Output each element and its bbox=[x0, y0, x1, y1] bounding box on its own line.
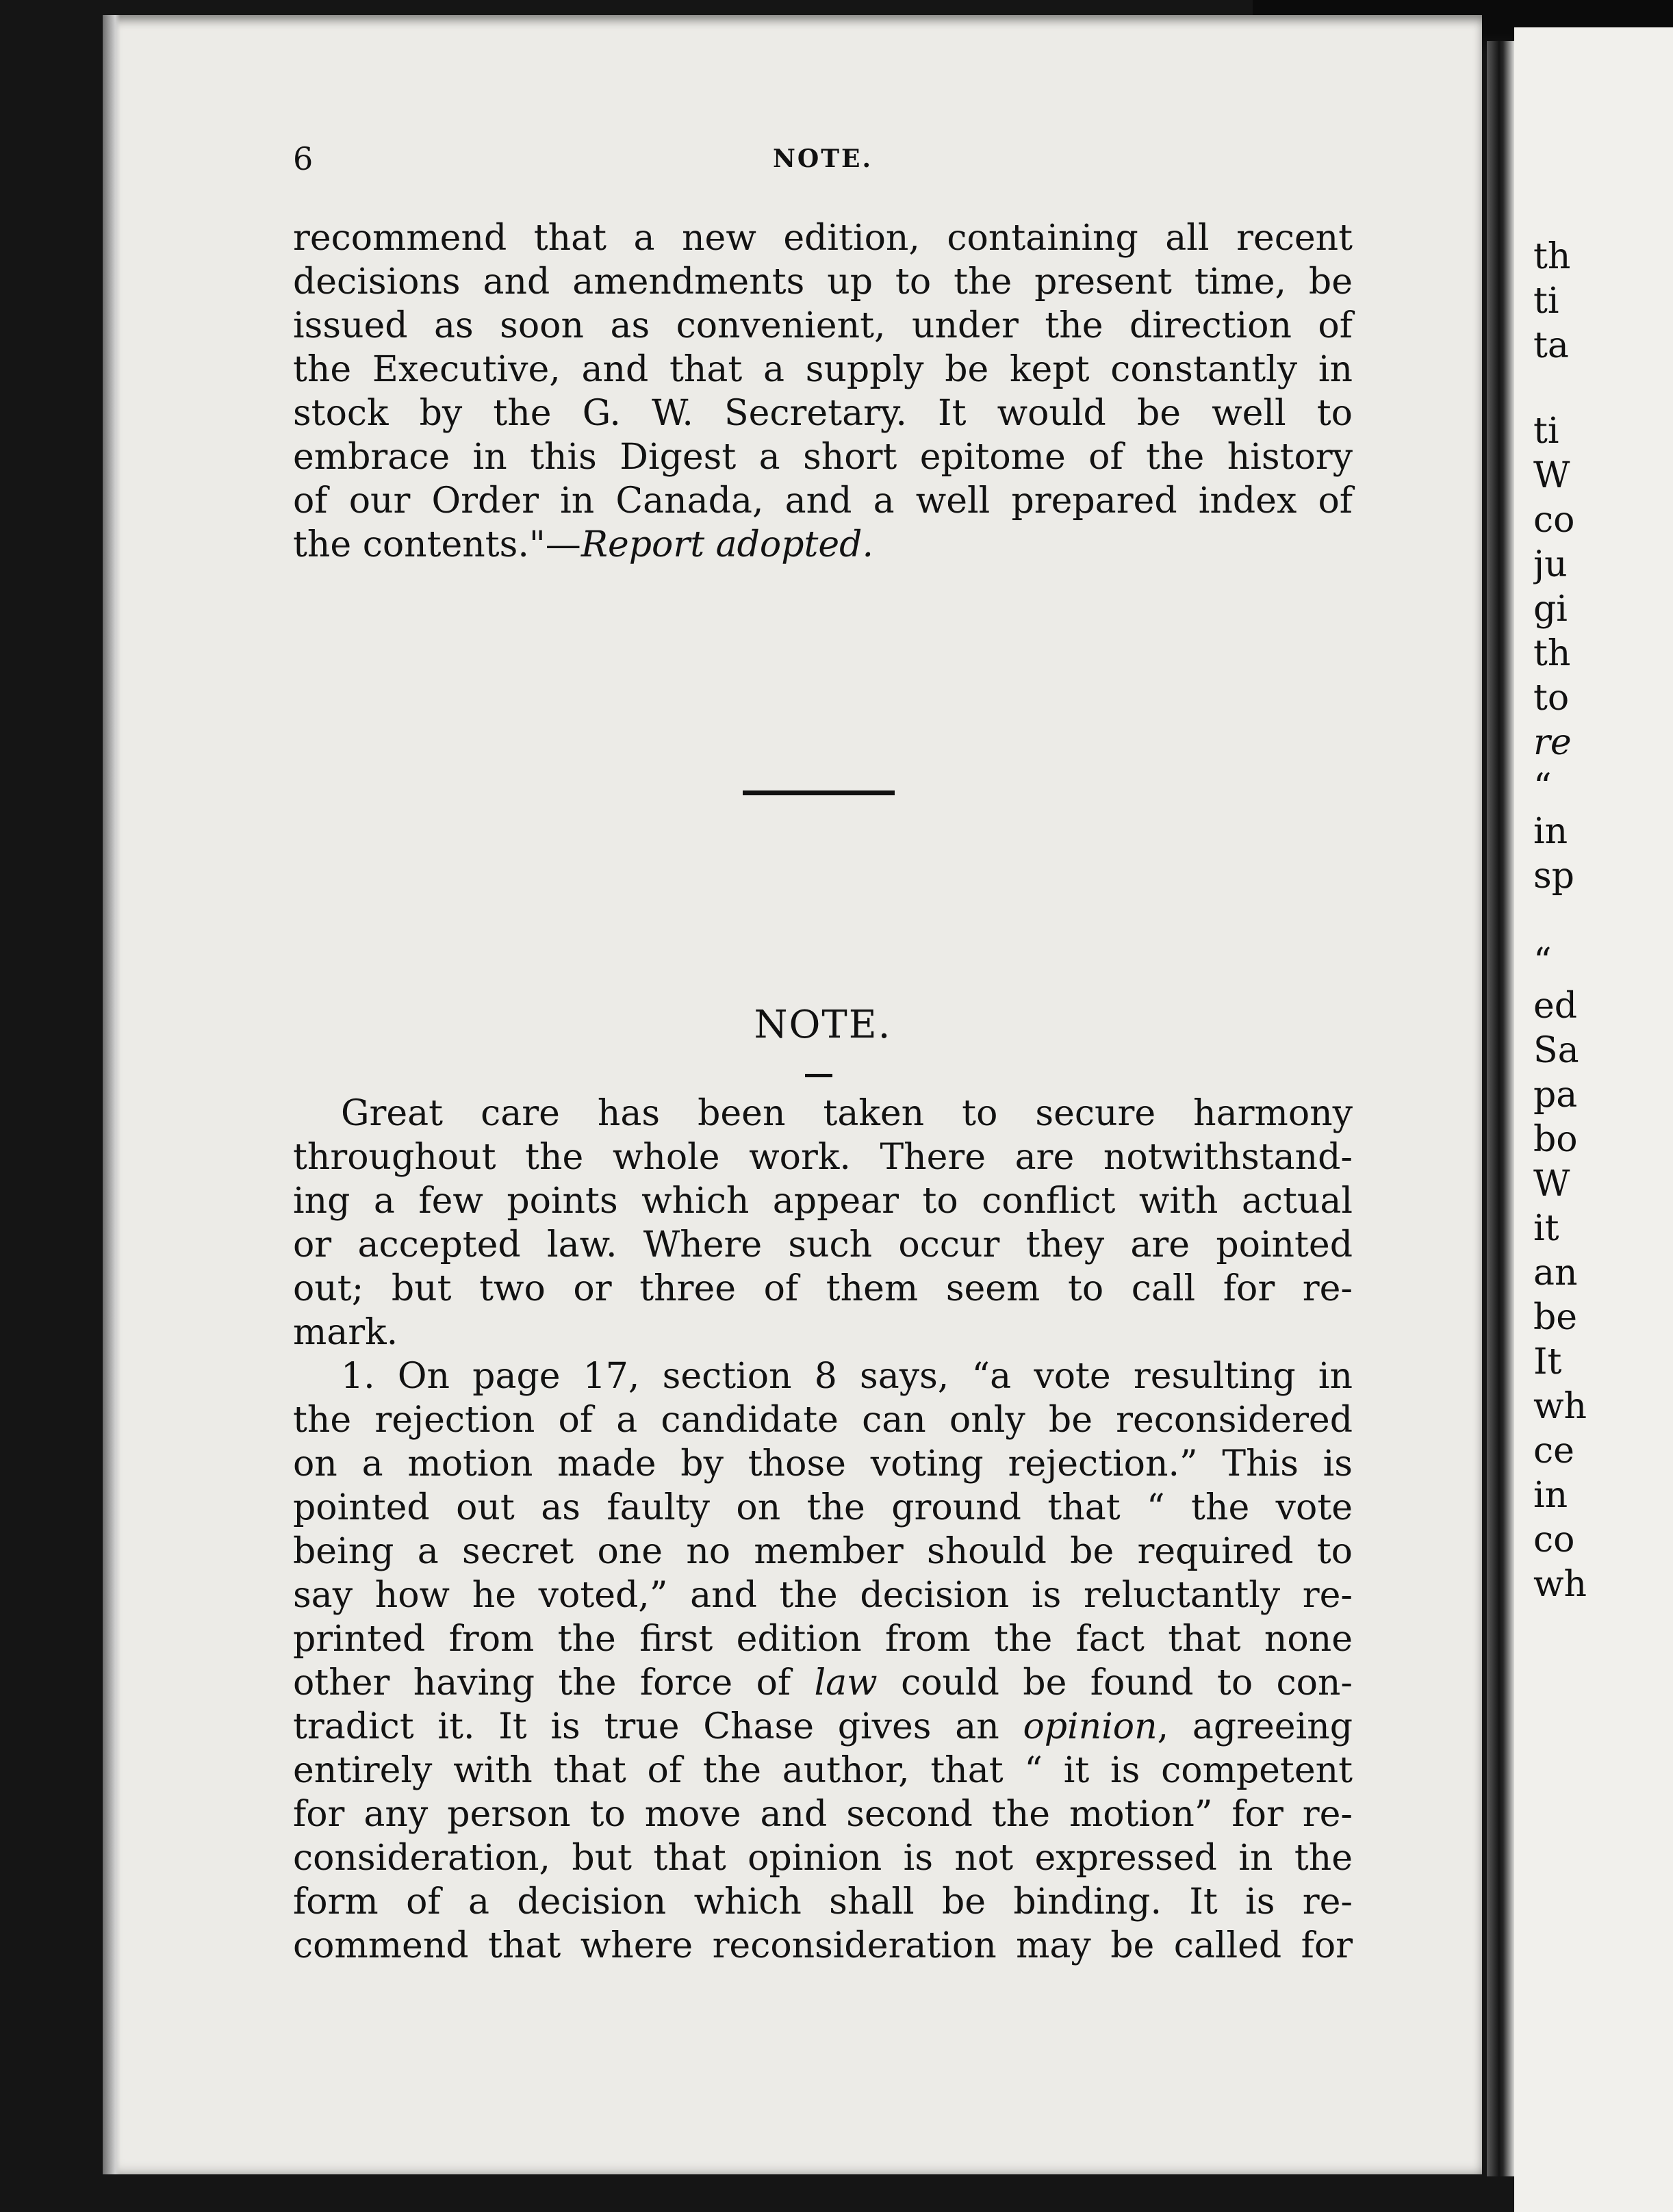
adjacent-page-fragment: W bbox=[1533, 455, 1570, 496]
text-line: on a motion made by those voting rejection.” This is bbox=[293, 1443, 1353, 1484]
italic-law: law bbox=[814, 1662, 878, 1703]
text-line: commend that where reconsideration may be called for bbox=[293, 1925, 1353, 1966]
text-line: ing a few points which appear to conflict with actual bbox=[293, 1181, 1353, 1222]
adjacent-page-fragment: th bbox=[1533, 633, 1571, 674]
adjacent-page-fragment: gi bbox=[1533, 589, 1568, 630]
text-line: embrace in this Digest a short epitome of the history bbox=[293, 437, 1353, 478]
adjacent-page-fragment: re bbox=[1533, 722, 1572, 763]
adjacent-page-fragment: in bbox=[1533, 811, 1568, 852]
continued-paragraph bbox=[293, 216, 1353, 567]
adjacent-page-fragment: ti bbox=[1533, 411, 1559, 452]
running-head bbox=[293, 140, 1353, 188]
text-line: 1. On page 17, section 8 says, “a vote resulting in bbox=[341, 1356, 1353, 1397]
adjacent-page-fragment: bo bbox=[1533, 1119, 1578, 1160]
text-line: stock by the G. W. Secretary. It would be well to bbox=[293, 393, 1353, 434]
adjacent-page-fragment: it bbox=[1533, 1208, 1559, 1249]
adjacent-page-fragment: wh bbox=[1533, 1564, 1587, 1605]
text-line: entirely with that of the author, that “ it is competent bbox=[293, 1750, 1353, 1791]
adjacent-page-fragment: wh bbox=[1533, 1386, 1587, 1427]
text-line: for any person to move and second the motion” for re- bbox=[293, 1794, 1353, 1835]
adjacent-page-fragment: to bbox=[1533, 678, 1570, 719]
adjacent-page-fragment: in bbox=[1533, 1475, 1568, 1516]
page-edge-shadow bbox=[103, 15, 120, 2174]
report-adopted: Report adopted. bbox=[580, 524, 873, 565]
italic-opinion: opinion bbox=[1023, 1706, 1158, 1747]
adjacent-page-fragment: ed bbox=[1533, 986, 1578, 1027]
heading-underline bbox=[805, 1074, 832, 1077]
note-heading: NOTE. bbox=[754, 1003, 892, 1047]
text-line: throughout the whole work. There are notwithstand- bbox=[293, 1137, 1353, 1178]
text-line: the rejection of a candidate can only be reconsidered bbox=[293, 1400, 1353, 1441]
adjacent-page-fragment: “ bbox=[1533, 767, 1552, 808]
adjacent-page-fragment: It bbox=[1533, 1341, 1562, 1382]
note-body bbox=[293, 1092, 1353, 1968]
adjacent-page-fragment: th bbox=[1533, 236, 1571, 277]
text-line: the Executive, and that a supply be kept constantly in bbox=[293, 349, 1353, 390]
text-line: out; but two or three of them seem to call for re- bbox=[293, 1268, 1353, 1309]
adjacent-page-fragment: Sa bbox=[1533, 1030, 1579, 1071]
text-line: recommend that a new edition, containing all recent bbox=[293, 218, 1353, 259]
text-line: printed from the first edition from the fact that none bbox=[293, 1619, 1353, 1660]
text-line: or accepted law. Where such occur they are pointed bbox=[293, 1224, 1353, 1265]
adjacent-page-fragment: be bbox=[1533, 1297, 1578, 1338]
running-head-title: NOTE. bbox=[772, 144, 873, 173]
adjacent-page-fragment: ti bbox=[1533, 281, 1559, 322]
text-line-with-italic: other having the force of law could be found to con- bbox=[293, 1662, 1353, 1703]
text-line: form of a decision which shall be binding. It is re- bbox=[293, 1881, 1353, 1922]
text-line-final bbox=[293, 523, 1353, 567]
adjacent-page-fragment: sp bbox=[1533, 856, 1574, 897]
text-line-with-italic: tradict it. It is true Chase gives an opinion, agreeing bbox=[293, 1706, 1353, 1747]
adjacent-page-fragment: co bbox=[1533, 1519, 1575, 1560]
adjacent-page-fragment: ce bbox=[1533, 1430, 1574, 1471]
page-number: 6 bbox=[293, 140, 314, 177]
adjacent-page-fragment: “ bbox=[1533, 941, 1552, 982]
text-line: pointed out as faulty on the ground that “ the vote bbox=[293, 1487, 1353, 1528]
book-gutter bbox=[1487, 41, 1514, 2176]
adjacent-page-fragment: W bbox=[1533, 1163, 1570, 1205]
text-line: being a secret one no member should be required to bbox=[293, 1531, 1353, 1572]
text-line: say how he voted,” and the decision is reluctantly re- bbox=[293, 1575, 1353, 1616]
adjacent-page-fragment: co bbox=[1533, 500, 1575, 541]
text-line: issued as soon as convenient, under the direction of bbox=[293, 305, 1353, 346]
adjacent-page-fragment: ju bbox=[1533, 544, 1568, 585]
final-line-text: the contents."— bbox=[293, 524, 581, 565]
adjacent-page-fragment: pa bbox=[1533, 1075, 1578, 1116]
text-line: mark. bbox=[293, 1312, 398, 1353]
text-line: of our Order in Canada, and a well prepared index of bbox=[293, 480, 1353, 522]
text-line: decisions and amendments up to the present time, be bbox=[293, 261, 1353, 303]
text-line: consideration, but that opinion is not expressed in the bbox=[293, 1838, 1353, 1879]
section-divider bbox=[743, 790, 895, 795]
text-line: Great care has been taken to secure harmony bbox=[341, 1093, 1353, 1134]
adjacent-page-fragment: an bbox=[1533, 1252, 1578, 1294]
adjacent-page-fragment: ta bbox=[1533, 325, 1569, 366]
